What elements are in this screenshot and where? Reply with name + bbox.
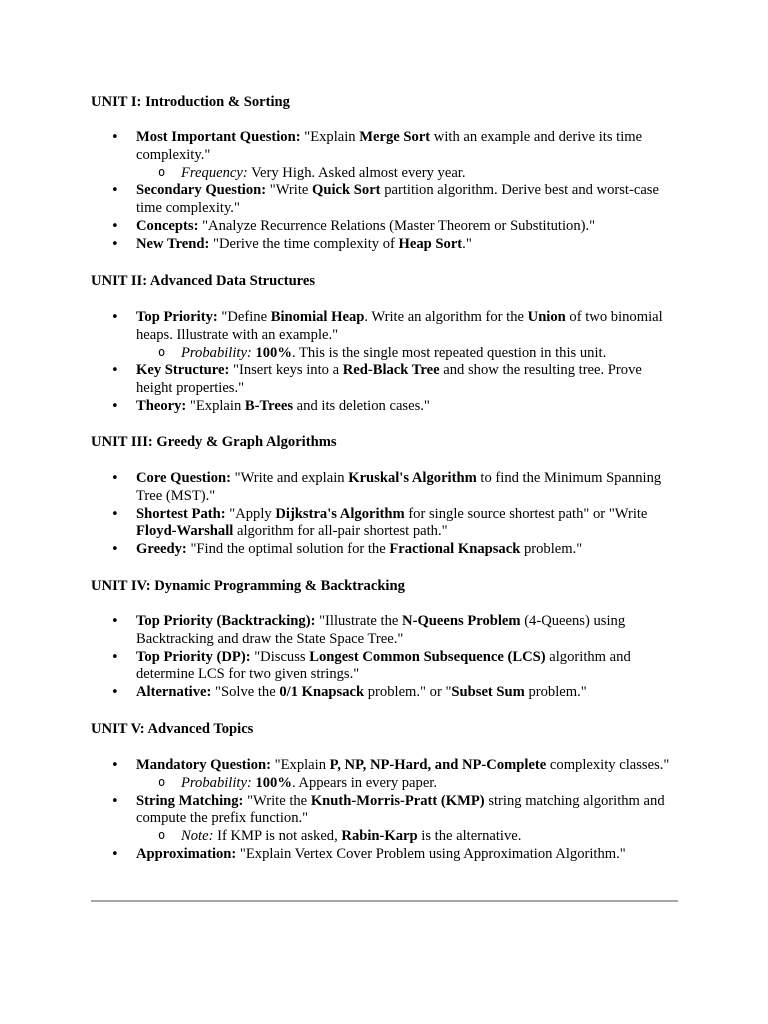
text-run: "Derive the time complexity of [209,235,399,252]
text-run: partition algorithm. Derive best and worst-case time complexity." [136,182,659,217]
text-run: "Find the optimal solution for the [186,541,390,558]
question-list [0,309,680,416]
list-item [0,793,680,846]
sub-list [136,165,680,183]
bold-term: Merge Sort [359,129,431,145]
text-run: (4-Queens) using Backtracking and draw the State Space Tree." [136,613,626,647]
sub-list [136,775,680,793]
item-label: Alternative: [136,684,212,701]
sub-item-label: Probability: [181,344,252,361]
unit-heading: UNIT II: Advanced Data Structures [91,273,316,289]
text-run: "Explain [271,757,330,773]
text-run: complexity classes." [546,757,670,773]
bold-term: 100% [255,774,292,791]
text-run: for single source shortest path" or "Write [404,505,648,522]
list-item [0,757,680,793]
item-label: Top Priority (Backtracking): [136,613,316,629]
list-item [0,613,680,649]
bold-term: Floyd-Warshall [136,523,234,540]
text-run: "Analyze Recurrence Relations (Master Theorem or Substitution)." [198,217,596,234]
list-item [0,218,680,236]
list-item [0,398,680,416]
bold-term: Heap Sort [398,235,463,252]
text-run: "Solve the [211,684,280,701]
item-label: New Trend: [136,235,210,252]
text-run: "Discuss [250,648,310,665]
list-item [0,846,680,864]
text-run: to find the Minimum Spanning Tree (MST)." [136,470,662,504]
text-run: algorithm and determine LCS for two given strings." [136,648,631,683]
text-run: with an example and derive its time complexity." [136,129,643,163]
item-label: Core Question: [136,470,231,486]
list-item [0,470,680,506]
bold-term: Dijkstra's Algorithm [275,505,405,522]
bold-term: Union [527,309,566,325]
bold-term: 100% [255,344,292,361]
text-run: string matching algorithm and compute the prefix function." [136,792,665,827]
text-run: "Illustrate the [315,613,403,629]
bold-term: 0/1 Knapsack [279,684,365,701]
item-label: Most Important Question: [136,129,301,145]
item-label: Top Priority: [136,309,218,325]
list-item [0,362,680,398]
item-label: Secondary Question: [136,182,267,199]
text-run: "Insert keys into a [229,362,343,379]
question-list [0,757,680,864]
bold-term: Quick Sort [312,182,381,199]
text-run: "Explain [186,397,245,414]
sub-item-label: Frequency: [181,164,248,181]
list-item [0,236,680,254]
text-run: "Write [266,182,313,199]
item-label: Mandatory Question: [136,757,271,773]
list-item [0,541,680,559]
text-run: "Explain Vertex Cover Problem using Approximation Algorithm." [236,845,626,862]
bold-term: B-Trees [244,397,294,414]
sub-list-item [181,775,680,793]
text-run: of two binomial heaps. Illustrate with an example." [136,309,663,343]
text-run: "Write the [243,792,311,809]
bold-term: P, NP, NP-Hard, and NP-Complete [329,757,547,773]
horizontal-rule [91,900,678,902]
unit-heading: UNIT I: Introduction & Sorting [91,94,290,110]
text-run: problem." or " [364,684,452,701]
text-run: "Write and explain [231,470,349,486]
bold-term: Red-Black Tree [342,362,440,379]
text-run: is the alternative. [417,828,522,845]
item-label: Shortest Path: [136,505,226,522]
sub-list [136,828,680,846]
bold-term: Fractional Knapsack [389,541,521,558]
sub-item-label: Note: [181,828,214,845]
list-item [0,684,680,702]
item-label: String Matching: [136,792,244,809]
text-run: "Apply [225,505,276,522]
bold-term: Rabin-Karp [341,828,418,845]
item-label: Key Structure: [136,362,230,379]
item-label: Greedy: [136,541,187,558]
item-label: Theory: [136,397,187,414]
list-item [0,506,680,542]
list-item [0,649,680,685]
text-run: ." [462,235,472,252]
text-run: "Define [217,309,271,325]
question-list [0,470,680,559]
text-run: . Write an algorithm for the [364,309,528,325]
text-run: algorithm for all-pair shortest path." [233,523,448,540]
sub-list-item [181,828,680,846]
text-run: If KMP is not asked, [213,828,342,845]
list-item [0,182,680,218]
bold-term: Longest Common Subsequence (LCS) [309,648,546,665]
bold-term: Binomial Heap [270,309,365,325]
bold-term: N-Queens Problem [402,613,521,629]
text-run: "Explain [300,129,360,145]
sub-list-item [181,165,680,183]
bold-term: Subset Sum [451,684,525,701]
item-label: Concepts: [136,217,199,234]
unit-heading: UNIT V: Advanced Topics [91,721,254,737]
unit-heading: UNIT IV: Dynamic Programming & Backtracking [91,578,405,594]
sub-list [136,345,680,363]
list-item [0,129,680,182]
bold-term: Knuth-Morris-Pratt (KMP) [310,792,485,809]
text-run: . This is the single most repeated question in this unit. [291,344,607,361]
text-run: and show the resulting tree. Prove height properties." [136,362,642,397]
item-label: Approximation: [136,845,237,862]
text-run: problem." [524,684,587,701]
unit-heading: UNIT III: Greedy & Graph Algorithms [91,434,337,450]
list-item [0,309,680,362]
text-run: Very High. Asked almost every year. [247,164,466,181]
bold-term: Kruskal's Algorithm [348,470,477,486]
text-run: . Appears in every paper. [291,774,438,791]
sub-item-label: Probability: [181,774,252,791]
text-run: and its deletion cases." [293,397,430,414]
question-list [0,613,680,702]
question-list [0,129,680,254]
text-run: problem." [520,541,583,558]
sub-list-item [181,345,680,363]
item-label: Top Priority (DP): [136,648,251,665]
